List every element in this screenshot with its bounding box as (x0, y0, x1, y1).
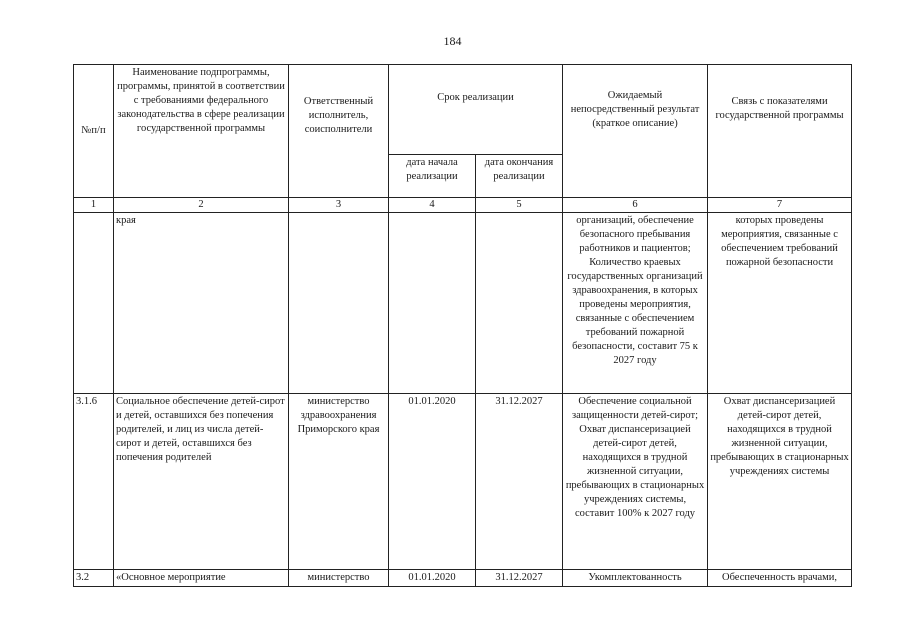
table-row (74, 570, 852, 587)
row-num: 3.2 (74, 570, 114, 587)
header-row (74, 65, 852, 155)
row-link: Обеспеченность врачами, (708, 570, 852, 587)
column-number: 7 (708, 198, 852, 213)
column-number: 1 (74, 198, 114, 213)
row-link: которых проведены мероприятия, связанные с обеспечением требований пожарной безопасности (708, 213, 852, 394)
table-row (74, 394, 852, 570)
row-executor: министерство (289, 570, 389, 587)
column-number: 6 (563, 198, 708, 213)
row-executor: министерство здравоохранения Приморского края (289, 394, 389, 570)
header-executor: Ответственный исполнитель, соисполнители (289, 65, 389, 198)
row-name: «Основное мероприятие (114, 570, 289, 587)
row-name: края (114, 213, 289, 394)
row-executor (289, 213, 389, 394)
row-end: 31.12.2027 (476, 570, 563, 587)
row-result: Обеспечение социальной защищенности детей-сирот; Охват диспансеризацией детей-сирот детей, находящихся в трудной жизненной ситуации, пребывающих в стационарных учреждениях системы, составит 100% к 2027 году (563, 394, 708, 570)
program-table (73, 64, 852, 587)
row-end: 31.12.2027 (476, 394, 563, 570)
header-end: дата окончания реализации (476, 155, 563, 198)
row-start: 01.01.2020 (389, 570, 476, 587)
header-link: Связь с показателями государственной программы (708, 65, 852, 198)
row-link: Охват диспансеризацией детей-сирот детей, находящихся в трудной жизненной ситуации, пребывающих в стационарных учреждениях системы (708, 394, 852, 570)
column-number: 3 (289, 198, 389, 213)
row-name: Социальное обеспечение детей-сирот и детей, оставшихся без попечения родителей, и лиц из числа детей-сирот и детей, оставшихся без попечения родителей (114, 394, 289, 570)
column-number: 5 (476, 198, 563, 213)
row-start: 01.01.2020 (389, 394, 476, 570)
header-name: Наименование подпрограммы, программы, принятой в соответствии с требованиями федерального законодательства в сфере реализации государственной программы (114, 65, 289, 198)
row-end (476, 213, 563, 394)
column-number: 4 (389, 198, 476, 213)
row-result: организаций, обеспечение безопасного пребывания работников и пациентов; Количество краевых государственных организаций здравоохранения, в которых проведены мероприятия, связанные с обеспечением требований пожарной безопасности, составит 75 к 2027 году (563, 213, 708, 394)
column-number: 2 (114, 198, 289, 213)
row-num (74, 213, 114, 394)
column-number-row (74, 198, 852, 213)
row-start (389, 213, 476, 394)
table-row (74, 213, 852, 394)
page-number: 184 (443, 34, 462, 48)
row-num: 3.1.6 (74, 394, 114, 570)
header-num: №п/п (74, 65, 114, 198)
header-start: дата начала реализации (389, 155, 476, 198)
header-period: Срок реализации (389, 65, 563, 155)
header-result: Ожидаемый непосредственный результат (краткое описание) (563, 65, 708, 198)
row-result: Укомплектованность (563, 570, 708, 587)
